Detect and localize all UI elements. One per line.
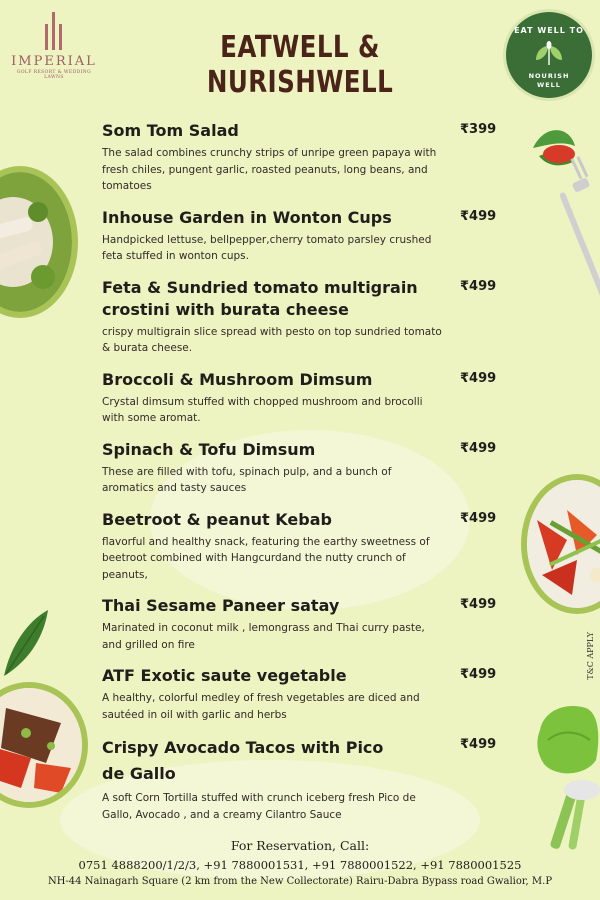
menu-item-price: ₹499 bbox=[460, 510, 497, 526]
menu-item-price: ₹499 bbox=[460, 370, 497, 386]
logo-mark-icon bbox=[41, 12, 67, 50]
menu-item-price: ₹399 bbox=[460, 122, 497, 137]
badge-bottom-text bbox=[506, 72, 592, 90]
salad-image bbox=[0, 172, 72, 312]
menu-item bbox=[102, 369, 502, 427]
eat-well-badge bbox=[506, 12, 592, 98]
brand-name: IMPERIAL bbox=[11, 54, 97, 69]
badge-bottom-line: NOURISH bbox=[528, 72, 570, 80]
menu-item-name: Beetroot & peanut Kebab bbox=[102, 509, 332, 529]
badge-bottom-line: WELL bbox=[537, 81, 561, 89]
menu-item-description: crispy multigrain slice spread with pesto on top sundried tomato & burata cheese. bbox=[102, 325, 442, 354]
menu-item-name: Feta & Sundried tomato multigrain crostini with burata cheese bbox=[102, 277, 418, 319]
menu-list bbox=[102, 120, 502, 835]
menu-item-description: Marinated in coconut milk , lemongrass and Thai curry paste, and grilled on fire bbox=[102, 622, 425, 651]
vegetable-salad-image bbox=[527, 480, 600, 608]
menu-item-name: Inhouse Garden in Wonton Cups bbox=[102, 207, 392, 227]
menu-item-price: ₹499 bbox=[460, 440, 497, 456]
menu-item-description: Crystal dimsum stuffed with chopped mushroom and brocolli with some aromat. bbox=[102, 395, 423, 424]
menu-item bbox=[102, 595, 502, 653]
reservation-phones: 0751 4888200/1/2/3, +91 7880001531, +91 7880001522, +91 7880001525 bbox=[78, 858, 522, 872]
brand-tagline: GOLF RESORT & WEDDING LAWNS bbox=[16, 70, 92, 80]
menu-item-description: Handpicked lettuse, bellpepper,cherry tomato parsley crushed feta stuffed in wonton cups. bbox=[102, 233, 432, 262]
menu-item-name: Som Tom Salad bbox=[102, 121, 239, 140]
menu-item-description: flavorful and healthy snack, featuring the earthy sweetness of beetroot combined with Hangcurdand the nutty crunch of peanuts, bbox=[102, 535, 430, 581]
menu-item-price: ₹499 bbox=[460, 737, 497, 752]
menu-item-price: ₹499 bbox=[460, 208, 497, 224]
menu-item-description: A healthy, colorful medley of fresh vegetables are diced and sautéed in oil with garlic and herbs bbox=[102, 692, 420, 721]
menu-item bbox=[102, 509, 502, 584]
fork-tomato-icon bbox=[525, 118, 600, 328]
menu-item-description: The salad combines crunchy strips of unripe green papaya with fresh chiles, pungent garlic, roasted peanuts, long beans, and tomatoes bbox=[102, 147, 437, 192]
menu-item bbox=[102, 665, 502, 723]
reservation-heading: For Reservation, Call: bbox=[230, 838, 370, 853]
menu-item bbox=[102, 207, 502, 265]
brand-logo bbox=[8, 12, 100, 80]
menu-item-price: ₹499 bbox=[460, 667, 497, 682]
menu-item-name: ATF Exotic saute vegetable bbox=[102, 666, 347, 685]
menu-item bbox=[102, 439, 502, 497]
menu-item-description: A soft Corn Tortilla stuffed with crunch iceberg fresh Pico de Gallo, Avocado , and a creamy Cilantro Sauce bbox=[102, 792, 416, 821]
address: NH-44 Nainagarh Square (2 km from the New Collectorate) Rairu-Dabra Bypass road Gwalior, M.P bbox=[47, 876, 553, 887]
terms-note: T&C APPLY bbox=[586, 632, 595, 680]
badge-top-text: EAT WELL TO bbox=[514, 26, 584, 35]
menu-item-description: These are filled with tofu, spinach pulp, and a bunch of aromatics and tasty sauces bbox=[102, 465, 392, 494]
menu-item-name: Crispy Avocado Tacos with Pico de Gallo bbox=[102, 738, 384, 783]
menu-item-price: ₹499 bbox=[460, 278, 497, 294]
page-title: EATWELL & NURISHWELL bbox=[206, 30, 394, 100]
menu-item-name: Spinach & Tofu Dimsum bbox=[102, 439, 316, 459]
tacos-image bbox=[0, 688, 82, 802]
menu-item bbox=[102, 277, 502, 357]
menu-item-name: Broccoli & Mushroom Dimsum bbox=[102, 369, 373, 389]
menu-item-price: ₹499 bbox=[460, 597, 497, 612]
leaf-spoon-fork-icon bbox=[532, 40, 566, 66]
leaf-icon bbox=[0, 608, 52, 678]
menu-item-name: Thai Sesame Paneer satay bbox=[102, 596, 340, 615]
lettuce-icon bbox=[536, 700, 600, 850]
menu-item bbox=[102, 735, 502, 823]
menu-item bbox=[102, 120, 502, 195]
